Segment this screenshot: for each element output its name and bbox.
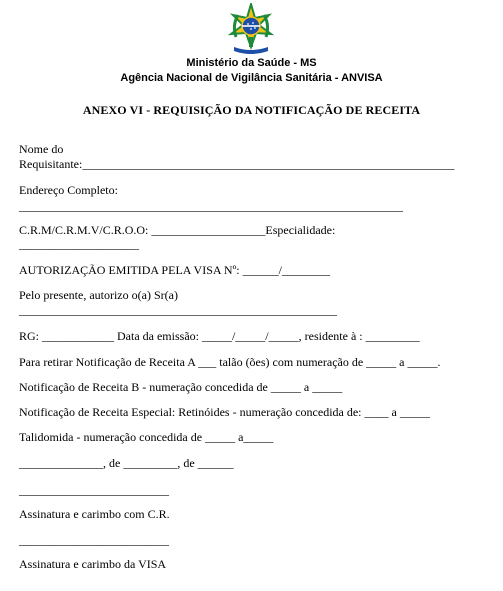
address-label: Endereço Completo:	[19, 183, 118, 197]
authorized-person-field: _____________________________________________________	[19, 303, 337, 317]
address-field: ________________________________________________________________	[19, 199, 403, 213]
requester-name-label: Nome do	[19, 142, 64, 156]
rg-date-residence-field: RG: ____________ Data da emissão: _____/_____/_____, residente à : _________	[19, 329, 420, 343]
signature-cr-line: _________________________	[19, 483, 169, 497]
crm-specialty-field-continuation: ____________________	[19, 237, 139, 251]
ministry-name: Ministério da Saúde - MS	[186, 57, 317, 69]
authorize-text: Pelo presente, autorizo o(a) Sr(a)	[19, 288, 178, 302]
signature-visa-label: Assinatura e carimbo da VISA	[19, 557, 167, 571]
notification-b-field: Notificação de Receita B - numeração concedida de _____ a _____	[19, 380, 343, 394]
visa-authorization-field: AUTORIZAÇÃO EMITIDA PELA VISA Nº: ______/________	[19, 263, 330, 277]
notification-special-field: Notificação de Receita Especial: Retinóides - numeração concedida de: ____ a _____	[19, 405, 430, 419]
page-title: ANEXO VI - REQUISIÇÃO DA NOTIFICAÇÃO DE RECEITA	[82, 103, 421, 117]
requester-name-field: Requisitante:______________________________________________________________	[19, 157, 455, 171]
agency-name: Agência Nacional de Vigilância Sanitária - ANVISA	[120, 72, 383, 84]
crm-specialty-field: C.R.M/C.R.M.V/C.R.O.O: ___________________Especialidade:	[19, 223, 336, 237]
notification-a-field: Para retirar Notificação de Receita A ___ talão (ões) com numeração de _____ a _____.	[19, 355, 441, 369]
date-field: ______________, de _________, de ______	[19, 456, 234, 470]
brazil-coat-of-arms-icon	[228, 3, 274, 55]
signature-visa-line: _________________________	[19, 533, 169, 547]
talidomida-field: Talidomida - numeração concedida de _____ a_____	[19, 430, 274, 444]
signature-cr-label: Assinatura e carimbo com C.R.	[19, 507, 170, 521]
